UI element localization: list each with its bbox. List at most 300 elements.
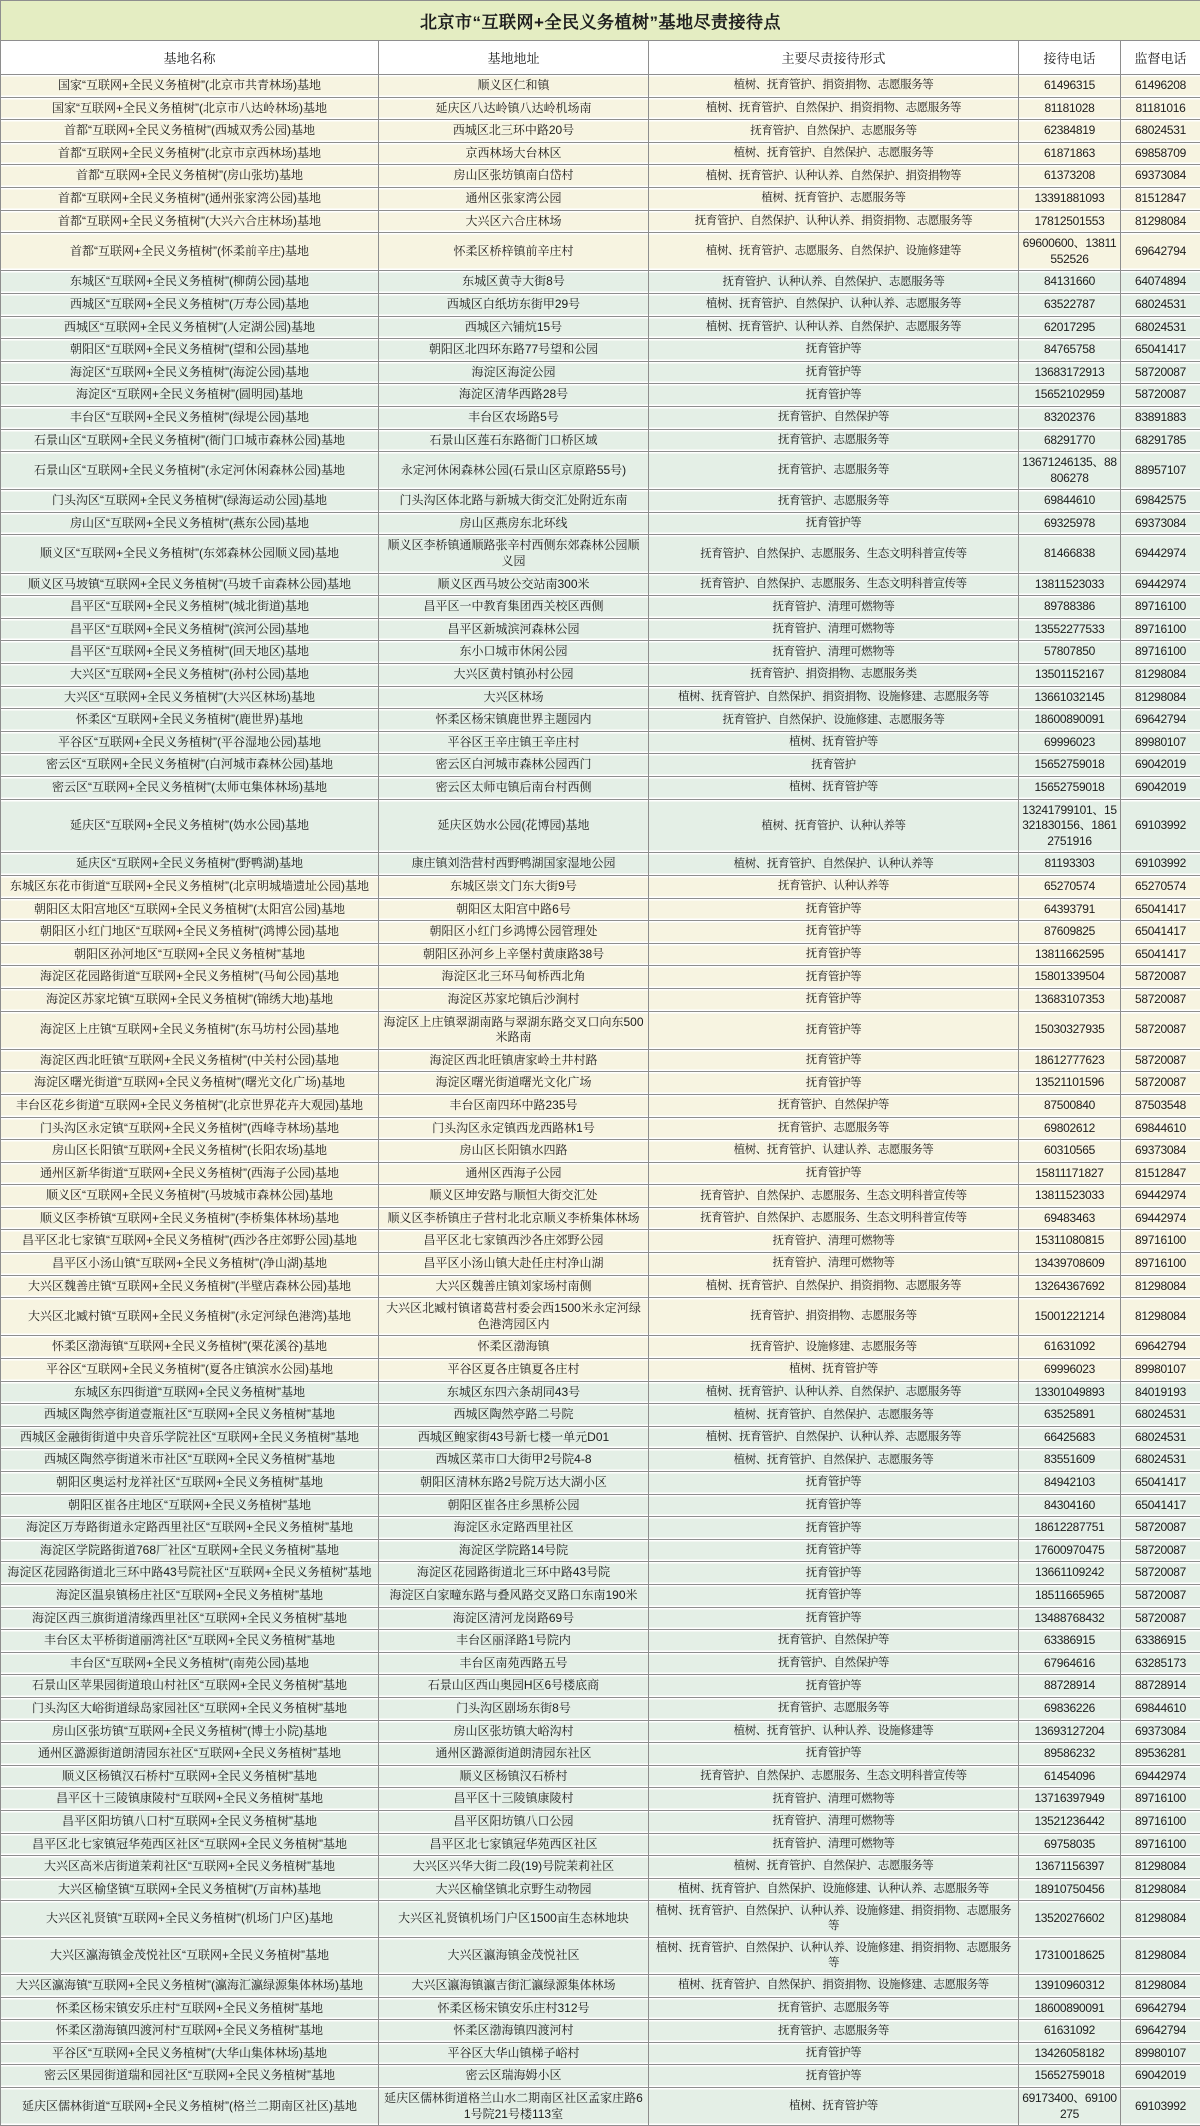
table-row [1, 731, 1200, 754]
base-address-cell: 西城区陶然亭路二号院 [379, 1404, 649, 1427]
duty-forms-cell: 抚育管护等 [649, 384, 1019, 407]
duty-forms-cell: 抚育管护、自然保护、志愿服务、生态文明科普宣传等 [649, 573, 1019, 596]
supervision-phone-cell: 89716100 [1121, 1810, 1200, 1833]
duty-forms-cell: 抚育管护、清理可燃物等 [649, 1230, 1019, 1253]
base-address-cell: 门头沟区体北路与新城大街交汇处附近东南 [379, 490, 649, 513]
base-name-cell: 海淀区“互联网+全民义务植树”(圆明园)基地 [1, 384, 379, 407]
duty-forms-cell: 植树、抚育管护、自然保护、志愿服务等 [649, 1856, 1019, 1879]
base-name-cell: 通州区潞源街道朗清园东社区“互联网+全民义务植树”基地 [1, 1743, 379, 1766]
table-row [1, 1449, 1200, 1472]
table-row [1, 361, 1200, 384]
reception-phone-cell: 69483463 [1019, 1207, 1121, 1230]
table-row [1, 943, 1200, 966]
duty-forms-cell: 抚育管护、清理可燃物等 [649, 1253, 1019, 1276]
base-address-cell: 门头沟区剧场东街8号 [379, 1697, 649, 1720]
base-address-cell: 昌平区阳坊镇八口公园 [379, 1810, 649, 1833]
supervision-phone-cell: 69373084 [1121, 1140, 1200, 1163]
duty-forms-cell: 植树、抚育管护、自然保护、认种认养、志愿服务等 [649, 1426, 1019, 1449]
base-address-cell: 石景山区西山奥园H区6号楼底商 [379, 1675, 649, 1698]
reception-phone-cell: 69173400、69100275 [1019, 2088, 1121, 2126]
reception-phone-cell: 13811523033 [1019, 573, 1121, 596]
duty-forms-cell: 植树、抚育管护、自然保护、认种认养、设施修建、捐资捐物、志愿服务等 [649, 1901, 1019, 1938]
base-address-cell: 朝阳区小红门乡鸿博公园管理处 [379, 921, 649, 944]
supervision-phone-cell: 58720087 [1121, 1584, 1200, 1607]
duty-forms-cell: 植树、抚育管护、自然保护、捐资捐物、设施修建、志愿服务等 [649, 686, 1019, 709]
reception-phone-cell: 64393791 [1019, 898, 1121, 921]
supervision-phone-cell: 58720087 [1121, 1011, 1200, 1049]
table-row [1, 1856, 1200, 1879]
table-row [1, 1810, 1200, 1833]
reception-phone-cell: 61631092 [1019, 1336, 1121, 1359]
supervision-phone-cell: 89980107 [1121, 731, 1200, 754]
base-address-cell: 石景山区莲石东路衙门口桥区域 [379, 429, 649, 452]
base-name-cell: 平谷区“互联网+全民义务植树”(夏各庄镇滨水公园)基地 [1, 1359, 379, 1382]
supervision-phone-cell: 69103992 [1121, 2088, 1200, 2126]
supervision-phone-cell: 68024531 [1121, 1426, 1200, 1449]
table-row [1, 406, 1200, 429]
base-address-cell: 丰台区农场路5号 [379, 406, 649, 429]
reception-phone-cell: 61871863 [1019, 142, 1121, 165]
duty-forms-cell: 植树、抚育管护等 [649, 1359, 1019, 1382]
reception-phone-cell: 13264367692 [1019, 1275, 1121, 1298]
base-address-cell: 海淀区花园路街道北三环中路43号院 [379, 1562, 649, 1585]
supervision-phone-cell: 58720087 [1121, 988, 1200, 1011]
duty-forms-cell: 抚育管护等 [649, 988, 1019, 1011]
supervision-phone-cell: 68024531 [1121, 316, 1200, 339]
page-title: 北京市“互联网+全民义务植树”基地尽责接待点 [0, 0, 1200, 40]
reception-phone-cell: 15030327935 [1019, 1011, 1121, 1049]
base-address-cell: 房山区张坊镇南白岱村 [379, 165, 649, 188]
table-row [1, 2088, 1200, 2126]
table-row [1, 2065, 1200, 2088]
reception-phone-cell: 84765758 [1019, 339, 1121, 362]
reception-phone-cell: 81466838 [1019, 535, 1121, 573]
duty-forms-cell: 植树、抚育管护等 [649, 731, 1019, 754]
base-address-cell: 大兴区礼贤镇机场门户区1500亩生态林地块 [379, 1901, 649, 1938]
base-address-cell: 东城区崇文门东大街9号 [379, 875, 649, 898]
supervision-phone-cell: 81298084 [1121, 1878, 1200, 1901]
supervision-phone-cell: 69844610 [1121, 1117, 1200, 1140]
reception-phone-cell: 17310018625 [1019, 1938, 1121, 1975]
base-address-cell: 西城区六铺炕15号 [379, 316, 649, 339]
table-row [1, 686, 1200, 709]
base-name-cell: 东城区东花市街道“互联网+全民义务植树”(北京明城墙遗址公园)基地 [1, 875, 379, 898]
supervision-phone-cell: 69042019 [1121, 777, 1200, 800]
supervision-phone-cell: 58720087 [1121, 1049, 1200, 1072]
table-row [1, 271, 1200, 294]
duty-forms-cell: 抚育管护等 [649, 921, 1019, 944]
base-name-cell: 朝阳区孙河地区“互联网+全民义务植树”基地 [1, 943, 379, 966]
duty-forms-cell: 抚育管护、志愿服务等 [649, 1997, 1019, 2020]
table-row [1, 709, 1200, 732]
table-row [1, 618, 1200, 641]
table-row [1, 1720, 1200, 1743]
base-name-cell: 丰台区“互联网+全民义务植树”(南苑公园)基地 [1, 1652, 379, 1675]
table-row [1, 97, 1200, 120]
base-name-cell: 大兴区高米店街道茉莉社区“互联网+全民义务植树”基地 [1, 1856, 379, 1879]
reception-phone-cell: 15001221214 [1019, 1298, 1121, 1336]
duty-forms-cell: 抚育管护、自然保护、设施修建、志愿服务等 [649, 709, 1019, 732]
base-address-cell: 丰台区丽泽路1号院内 [379, 1630, 649, 1653]
base-address-cell: 昌平区北七家镇冠华苑西区社区 [379, 1833, 649, 1856]
supervision-phone-cell: 65041417 [1121, 898, 1200, 921]
table-row [1, 1253, 1200, 1276]
duty-forms-cell: 植树、抚育管护、认种认养、自然保护、志愿服务等 [649, 1381, 1019, 1404]
reception-phone-cell: 69836226 [1019, 1697, 1121, 1720]
table-row [1, 233, 1200, 271]
supervision-phone-cell: 81298084 [1121, 210, 1200, 233]
reception-phone-cell: 13661109242 [1019, 1562, 1121, 1585]
base-name-cell: 大兴区魏善庄镇“互联网+全民义务植树”(半壁店森林公园)基地 [1, 1275, 379, 1298]
table-row [1, 1359, 1200, 1382]
table-row [1, 1901, 1200, 1938]
base-address-cell: 海淀区海淀公园 [379, 361, 649, 384]
base-address-cell: 海淀区清华西路28号 [379, 384, 649, 407]
base-name-cell: 东城区“互联网+全民义务植树”(柳荫公园)基地 [1, 271, 379, 294]
table-row [1, 966, 1200, 989]
base-name-cell: 丰台区太平桥街道丽湾社区“互联网+全民义务植树”基地 [1, 1630, 379, 1653]
base-address-cell: 平谷区王辛庄镇王辛庄村 [379, 731, 649, 754]
reception-phone-cell: 15652759018 [1019, 2065, 1121, 2088]
base-name-cell: 房山区张坊镇“互联网+全民义务植树”(博士小院)基地 [1, 1720, 379, 1743]
base-name-cell: 首都“互联网+全民义务植树”(房山张坊)基地 [1, 165, 379, 188]
supervision-phone-cell: 89980107 [1121, 2042, 1200, 2065]
duty-forms-cell: 抚育管护、自然保护等 [649, 1652, 1019, 1675]
duty-forms-cell: 抚育管护、认种认养等 [649, 875, 1019, 898]
supervision-phone-cell: 89716100 [1121, 1833, 1200, 1856]
duty-forms-cell: 植树、抚育管护、自然保护、设施修建、认种认养、志愿服务等 [649, 1878, 1019, 1901]
base-name-cell: 海淀区上庄镇“互联网+全民义务植树”(东马坊村公园)基地 [1, 1011, 379, 1049]
reception-phone-cell: 18511665965 [1019, 1584, 1121, 1607]
supervision-phone-cell: 68024531 [1121, 293, 1200, 316]
duty-forms-cell: 抚育管护、志愿服务等 [649, 452, 1019, 490]
reception-phone-cell: 13716397949 [1019, 1788, 1121, 1811]
supervision-phone-cell: 69642794 [1121, 233, 1200, 271]
duty-forms-cell: 植树、抚育管护、自然保护、捐资捐物、志愿服务等 [649, 97, 1019, 120]
base-address-cell: 顺义区仁和镇 [379, 75, 649, 98]
reception-phone-cell: 61373208 [1019, 165, 1121, 188]
base-name-cell: 密云区果园街道瑞和园社区“互联网+全民义务植树”基地 [1, 2065, 379, 2088]
duty-forms-cell: 抚育管护等 [649, 512, 1019, 535]
table-row [1, 512, 1200, 535]
duty-forms-cell: 抚育管护、捐资捐物、志愿服务类 [649, 664, 1019, 687]
base-name-cell: 顺义区“互联网+全民义务植树”(马坡城市森林公园)基地 [1, 1185, 379, 1208]
base-address-cell: 平谷区夏各庄镇夏各庄村 [379, 1359, 649, 1382]
duty-forms-cell: 植树、抚育管护、自然保护、志愿服务等 [649, 142, 1019, 165]
reception-phone-cell: 13301049893 [1019, 1381, 1121, 1404]
supervision-phone-cell: 65041417 [1121, 1494, 1200, 1517]
duty-forms-cell: 植树、抚育管护、认种认养等 [649, 799, 1019, 853]
base-name-cell: 昌平区阳坊镇八口村“互联网+全民义务植树”基地 [1, 1810, 379, 1833]
duty-forms-cell: 抚育管护等 [649, 2042, 1019, 2065]
base-name-cell: 首都“互联网+全民义务植树”(西城双秀公园)基地 [1, 120, 379, 143]
reception-phone-cell: 87500840 [1019, 1094, 1121, 1117]
duty-forms-cell: 抚育管护等 [649, 1494, 1019, 1517]
supervision-phone-cell: 88957107 [1121, 452, 1200, 490]
duty-forms-cell: 植树、抚育管护、自然保护、志愿服务等 [649, 1404, 1019, 1427]
base-address-cell: 昌平区十三陵镇康陵村 [379, 1788, 649, 1811]
reception-phone-cell: 13521236442 [1019, 1810, 1121, 1833]
base-name-cell: 海淀区学院路街道768厂社区“互联网+全民义务植树”基地 [1, 1539, 379, 1562]
base-name-cell: 大兴区礼贤镇“互联网+全民义务植树”(机场门户区)基地 [1, 1901, 379, 1938]
reception-phone-cell: 65270574 [1019, 875, 1121, 898]
reception-phone-cell: 84942103 [1019, 1472, 1121, 1495]
supervision-phone-cell: 81298084 [1121, 1901, 1200, 1938]
base-name-cell: 顺义区杨镇汉石桥村“互联网+全民义务植树”基地 [1, 1765, 379, 1788]
table-row [1, 1162, 1200, 1185]
table-row [1, 573, 1200, 596]
reception-phone-cell: 88728914 [1019, 1675, 1121, 1698]
column-header-base-name: 基地名称 [1, 41, 379, 75]
table-row [1, 1140, 1200, 1163]
table-row [1, 452, 1200, 490]
base-address-cell: 顺义区李桥镇庄子营村北北京顺义李桥集体林场 [379, 1207, 649, 1230]
base-name-cell: 丰台区花乡街道“互联网+全民义务植树”(北京世界花卉大观园)基地 [1, 1094, 379, 1117]
duty-forms-cell: 抚育管护等 [649, 1517, 1019, 1540]
base-name-cell: 海淀区花园路街道“互联网+全民义务植树”(马甸公园)基地 [1, 966, 379, 989]
supervision-phone-cell: 81181016 [1121, 97, 1200, 120]
supervision-phone-cell: 81298084 [1121, 1975, 1200, 1998]
supervision-phone-cell: 69842575 [1121, 490, 1200, 513]
base-name-cell: 通州区新华街道“互联网+全民义务植树”(西海子公园)基地 [1, 1162, 379, 1185]
base-name-cell: 西城区陶然亭街道米市社区“互联网+全民义务植树”基地 [1, 1449, 379, 1472]
base-address-cell: 门头沟区永定镇西龙西路林1号 [379, 1117, 649, 1140]
supervision-phone-cell: 65041417 [1121, 1472, 1200, 1495]
base-name-cell: 海淀区温泉镇杨庄社区“互联网+全民义务植树”基地 [1, 1584, 379, 1607]
supervision-phone-cell: 69042019 [1121, 2065, 1200, 2088]
table-row [1, 1230, 1200, 1253]
base-address-cell: 大兴区魏善庄镇刘家场村南侧 [379, 1275, 649, 1298]
table-row [1, 754, 1200, 777]
base-name-cell: 房山区长阳镇“互联网+全民义务植树”(长阳农场)基地 [1, 1140, 379, 1163]
duty-forms-cell: 植树、抚育管护、自然保护、捐资捐物、设施修建、志愿服务等 [649, 1975, 1019, 1998]
base-address-cell: 海淀区清河龙岗路69号 [379, 1607, 649, 1630]
base-name-cell: 国家“互联网+全民义务植树”(北京市八达岭林场)基地 [1, 97, 379, 120]
table-row [1, 641, 1200, 664]
base-name-cell: 朝阳区崔各庄地区“互联网+全民义务植树”基地 [1, 1494, 379, 1517]
reception-phone-cell: 81193303 [1019, 853, 1121, 876]
table-body [1, 75, 1200, 2126]
supervision-phone-cell: 61496208 [1121, 75, 1200, 98]
base-name-cell: 昌平区“互联网+全民义务植树”(滨河公园)基地 [1, 618, 379, 641]
base-name-cell: 石景山区“互联网+全民义务植树”(衙门口城市森林公园)基地 [1, 429, 379, 452]
duty-forms-cell: 抚育管护等 [649, 1675, 1019, 1698]
table-row [1, 777, 1200, 800]
table-row [1, 1788, 1200, 1811]
supervision-phone-cell: 83891883 [1121, 406, 1200, 429]
base-name-cell: 门头沟区永定镇“互联网+全民义务植树”(西峰寺林场)基地 [1, 1117, 379, 1140]
reception-phone-cell: 69996023 [1019, 731, 1121, 754]
supervision-phone-cell: 65041417 [1121, 339, 1200, 362]
duty-forms-cell: 抚育管护、志愿服务等 [649, 490, 1019, 513]
base-name-cell: 朝阳区奥运村龙祥社区“互联网+全民义务植树”基地 [1, 1472, 379, 1495]
supervision-phone-cell: 58720087 [1121, 384, 1200, 407]
supervision-phone-cell: 89716100 [1121, 596, 1200, 619]
supervision-phone-cell: 81298084 [1121, 1938, 1200, 1975]
supervision-phone-cell: 63386915 [1121, 1630, 1200, 1653]
base-address-cell: 怀柔区桥梓镇前辛庄村 [379, 233, 649, 271]
duty-forms-cell: 抚育管护等 [649, 1607, 1019, 1630]
base-name-cell: 密云区“互联网+全民义务植树”(白河城市森林公园)基地 [1, 754, 379, 777]
supervision-phone-cell: 69858709 [1121, 142, 1200, 165]
table-row [1, 316, 1200, 339]
base-address-cell: 延庆区八达岭镇八达岭机场南 [379, 97, 649, 120]
base-address-cell: 海淀区曙光街道曙光文化广场 [379, 1072, 649, 1095]
base-name-cell: 石景山区苹果园街道琅山村社区“互联网+全民义务植树”基地 [1, 1675, 379, 1698]
table-row [1, 1743, 1200, 1766]
supervision-phone-cell: 65041417 [1121, 943, 1200, 966]
table-row [1, 165, 1200, 188]
base-address-cell: 大兴区瀛海镇金茂悦社区 [379, 1938, 649, 1975]
base-name-cell: 门头沟区大峪街道绿岛家园社区“互联网+全民义务植树”基地 [1, 1697, 379, 1720]
table-row [1, 1381, 1200, 1404]
base-name-cell: 首都“互联网+全民义务植树”(北京市京西林场)基地 [1, 142, 379, 165]
reception-phone-cell: 15811171827 [1019, 1162, 1121, 1185]
base-address-cell: 延庆区妫水公园(花博园)基地 [379, 799, 649, 853]
base-name-cell: 首都“互联网+全民义务植树”(大兴六合庄林场)基地 [1, 210, 379, 233]
base-address-cell: 房山区燕房东北环线 [379, 512, 649, 535]
duty-forms-cell: 抚育管护等 [649, 1011, 1019, 1049]
supervision-phone-cell: 69042019 [1121, 754, 1200, 777]
duty-forms-cell: 抚育管护等 [649, 1472, 1019, 1495]
base-name-cell: 延庆区“互联网+全民义务植树”(野鸭湖)基地 [1, 853, 379, 876]
reception-phone-cell: 57807850 [1019, 641, 1121, 664]
duty-forms-cell: 抚育管护 [649, 754, 1019, 777]
duty-forms-cell: 抚育管护、志愿服务等 [649, 1117, 1019, 1140]
supervision-phone-cell: 81512847 [1121, 1162, 1200, 1185]
duty-forms-cell: 抚育管护、清理可燃物等 [649, 1833, 1019, 1856]
table-row [1, 120, 1200, 143]
supervision-phone-cell: 69373084 [1121, 165, 1200, 188]
reception-phone-cell: 89788386 [1019, 596, 1121, 619]
column-header-supervision-phone: 监督电话 [1121, 41, 1200, 75]
base-address-cell: 密云区太师屯镇后南台村西侧 [379, 777, 649, 800]
base-name-cell: 海淀区万寿路街道永定路西里社区“互联网+全民义务植树”基地 [1, 1517, 379, 1540]
base-address-cell: 怀柔区渤海镇 [379, 1336, 649, 1359]
base-address-cell: 怀柔区渤海镇四渡河村 [379, 2020, 649, 2043]
reception-phone-cell: 13552277533 [1019, 618, 1121, 641]
base-name-cell: 海淀区花园路街道北三环中路43号院社区“互联网+全民义务植树”基地 [1, 1562, 379, 1585]
reception-phone-cell: 61631092 [1019, 2020, 1121, 2043]
base-name-cell: 房山区“互联网+全民义务植树”(燕东公园)基地 [1, 512, 379, 535]
table-row [1, 921, 1200, 944]
supervision-phone-cell: 81298084 [1121, 686, 1200, 709]
base-address-cell: 怀柔区杨宋镇安乐庄村312号 [379, 1997, 649, 2020]
duty-forms-cell: 抚育管护等 [649, 1584, 1019, 1607]
table-row [1, 1539, 1200, 1562]
duty-forms-cell: 植树、抚育管护、自然保护、捐资捐物、志愿服务等 [649, 1275, 1019, 1298]
supervision-phone-cell: 58720087 [1121, 966, 1200, 989]
base-name-cell: 海淀区西北旺镇“互联网+全民义务植树”(中关村公园)基地 [1, 1049, 379, 1072]
table-row [1, 596, 1200, 619]
base-address-cell: 海淀区上庄镇翠湖南路与翠湖东路交叉口向东500米路南 [379, 1011, 649, 1049]
base-address-cell: 大兴区瀛海镇瀛吉街汇瀛绿源集体林场 [379, 1975, 649, 1998]
supervision-phone-cell: 69642794 [1121, 1336, 1200, 1359]
duty-forms-cell: 植树、抚育管护、自然保护、认种认养、设施修建、捐资捐物、志愿服务等 [649, 1938, 1019, 1975]
reception-phone-cell: 62384819 [1019, 120, 1121, 143]
supervision-phone-cell: 58720087 [1121, 361, 1200, 384]
reception-phone-cell: 60310565 [1019, 1140, 1121, 1163]
reception-phone-cell: 15652759018 [1019, 777, 1121, 800]
duty-forms-cell: 植树、抚育管护等 [649, 2088, 1019, 2126]
base-name-cell: 顺义区李桥镇“互联网+全民义务植树”(李桥集体林场)基地 [1, 1207, 379, 1230]
duty-forms-cell: 抚育管护、自然保护等 [649, 406, 1019, 429]
base-name-cell: 海淀区曙光街道“互联网+全民义务植树”(曙光文化广场)基地 [1, 1072, 379, 1095]
base-address-cell: 昌平区新城滨河森林公园 [379, 618, 649, 641]
base-name-cell: 西城区陶然亭街道壹瓶社区“互联网+全民义务植树”基地 [1, 1404, 379, 1427]
base-address-cell: 昌平区一中教育集团西关校区西侧 [379, 596, 649, 619]
table-row [1, 1697, 1200, 1720]
table-row [1, 664, 1200, 687]
reception-phone-cell: 15652102959 [1019, 384, 1121, 407]
base-address-cell: 大兴区六合庄林场 [379, 210, 649, 233]
supervision-phone-cell: 69103992 [1121, 853, 1200, 876]
base-name-cell: 石景山区“互联网+全民义务植树”(永定河休闲森林公园)基地 [1, 452, 379, 490]
table-row [1, 1630, 1200, 1653]
reception-phone-cell: 67964616 [1019, 1652, 1121, 1675]
table-row [1, 1607, 1200, 1630]
table-row [1, 1584, 1200, 1607]
base-address-cell: 密云区瑞海姆小区 [379, 2065, 649, 2088]
table-row [1, 1404, 1200, 1427]
duty-forms-cell: 抚育管护等 [649, 1162, 1019, 1185]
reception-phone-cell: 13693127204 [1019, 1720, 1121, 1743]
reception-phone-cell: 61454096 [1019, 1765, 1121, 1788]
supervision-phone-cell: 69373084 [1121, 512, 1200, 535]
reception-phone-cell: 15311080815 [1019, 1230, 1121, 1253]
base-address-cell: 大兴区北臧村镇诸葛营村委会西1500米永定河绿色港湾园区内 [379, 1298, 649, 1336]
table-row [1, 988, 1200, 1011]
base-address-cell: 海淀区白家疃东路与叠风路交叉路口东南190米 [379, 1584, 649, 1607]
base-name-cell: 大兴区北臧村镇“互联网+全民义务植树”(永定河绿色港湾)基地 [1, 1298, 379, 1336]
base-address-cell: 昌平区小汤山镇大赴任庄村净山湖 [379, 1253, 649, 1276]
supervision-phone-cell: 69844610 [1121, 1697, 1200, 1720]
base-address-cell: 通州区潞源街道朗清园东社区 [379, 1743, 649, 1766]
duty-forms-cell: 抚育管护等 [649, 898, 1019, 921]
reception-phone-cell: 63386915 [1019, 1630, 1121, 1653]
base-name-cell: 大兴区瀛海镇“互联网+全民义务植树”(瀛海汇瀛绿源集体林场)基地 [1, 1975, 379, 1998]
reception-phone-cell: 69325978 [1019, 512, 1121, 535]
duty-forms-cell: 抚育管护、自然保护等 [649, 1630, 1019, 1653]
table-row [1, 1675, 1200, 1698]
base-name-cell: 顺义区马坡镇“互联网+全民义务植树”(马坡千亩森林公园)基地 [1, 573, 379, 596]
supervision-phone-cell: 69642794 [1121, 709, 1200, 732]
reception-phone-cell: 83551609 [1019, 1449, 1121, 1472]
base-name-cell: 顺义区“互联网+全民义务植树”(东郊森林公园顺义园)基地 [1, 535, 379, 573]
base-address-cell: 大兴区兴华大街二段(19)号院茉莉社区 [379, 1856, 649, 1879]
table-header [1, 41, 1200, 75]
duty-forms-cell: 抚育管护、自然保护、认种认养、捐资捐物、志愿服务等 [649, 210, 1019, 233]
duty-forms-cell: 植树、抚育管护、认种认养、设施修建等 [649, 1720, 1019, 1743]
base-address-cell: 东城区黄寺大街8号 [379, 271, 649, 294]
base-address-cell: 康庄镇刘浩营村西野鸭湖国家湿地公园 [379, 853, 649, 876]
supervision-phone-cell: 88728914 [1121, 1675, 1200, 1698]
reception-phone-cell: 13671246135、88806278 [1019, 452, 1121, 490]
supervision-phone-cell: 63285173 [1121, 1652, 1200, 1675]
table-row [1, 1011, 1200, 1049]
base-address-cell: 昌平区北七家镇西沙各庄郊野公园 [379, 1230, 649, 1253]
base-address-cell: 京西林场大台林区 [379, 142, 649, 165]
duty-forms-cell: 抚育管护、清理可燃物等 [649, 1788, 1019, 1811]
base-name-cell: 昌平区十三陵镇康陵村“互联网+全民义务植树”基地 [1, 1788, 379, 1811]
duty-forms-cell: 抚育管护、自然保护、志愿服务、生态文明科普宣传等 [649, 1765, 1019, 1788]
base-name-cell: 昌平区北七家镇冠华苑西区社区“互联网+全民义务植树”基地 [1, 1833, 379, 1856]
base-name-cell: 昌平区小汤山镇“互联网+全民义务植树”(净山湖)基地 [1, 1253, 379, 1276]
base-name-cell: 大兴区“互联网+全民义务植树”(孙村公园)基地 [1, 664, 379, 687]
supervision-phone-cell: 69442974 [1121, 573, 1200, 596]
supervision-phone-cell: 69442974 [1121, 1765, 1200, 1788]
reception-phone-cell: 61496315 [1019, 75, 1121, 98]
